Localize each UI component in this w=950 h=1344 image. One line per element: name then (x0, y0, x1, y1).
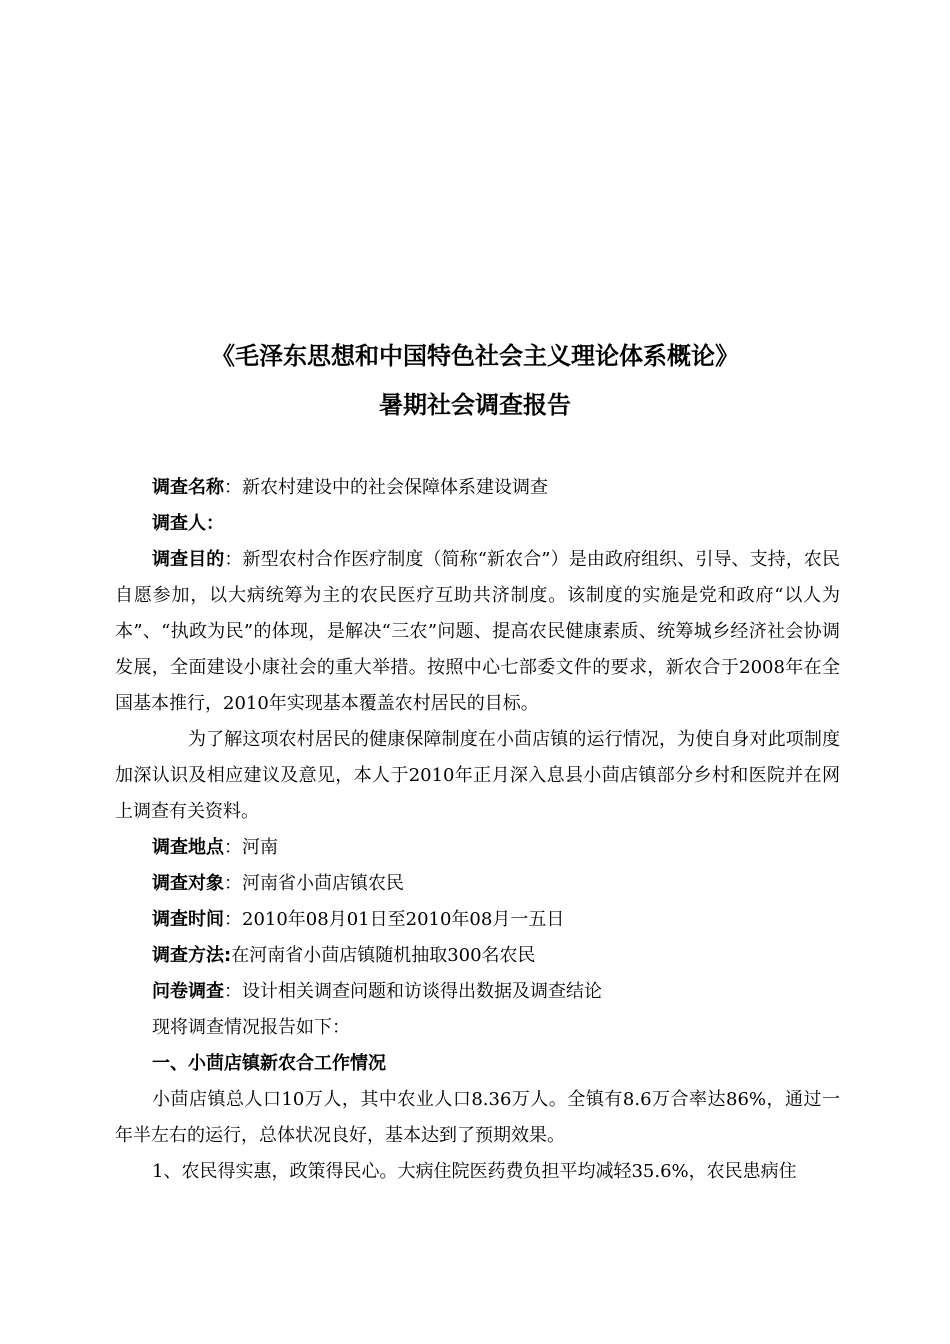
field-separator: ： (224, 981, 242, 1002)
field-label: 调查方法 (152, 945, 224, 966)
field-label: 调查人 (152, 513, 206, 534)
field-value: 河南 (242, 837, 278, 858)
field-survey-name (115, 470, 840, 506)
report-intro: 现将调查情况报告如下： (152, 1017, 350, 1038)
field-separator: ： (224, 549, 243, 570)
field-label: 调查名称 (152, 477, 224, 498)
field-value: 2010年08月01日至2010年08月一五日 (242, 909, 565, 930)
field-surveyor (115, 506, 840, 542)
field-value: 在河南省小茴店镇随机抽取300名农民 (231, 945, 536, 966)
document-subtitle: 暑期社会调查报告 (379, 391, 571, 419)
field-separator: ： (206, 513, 224, 534)
field-survey-object (115, 866, 840, 902)
section-paragraph: 小茴店镇总人口10万人，其中农业人口8.36万人。全镇有8.6万合率达86%，通过一年半左右的运行，总体状况良好，基本达到了预期效果。 (115, 1089, 840, 1146)
field-separator: : (224, 945, 232, 966)
field-label: 调查地点 (152, 837, 224, 858)
field-survey-time (115, 902, 840, 938)
field-survey-location (115, 830, 840, 866)
field-label: 调查对象 (152, 873, 224, 894)
field-label: 问卷调查 (152, 981, 224, 1002)
field-label: 调查时间 (152, 909, 224, 930)
field-separator: ： (224, 909, 242, 930)
field-value: 设计相关调查问题和访谈得出数据及调查结论 (242, 981, 602, 1002)
section-heading: 一、小茴店镇新农合工作情况 (152, 1053, 386, 1074)
field-label: 调查目的 (152, 549, 225, 570)
field-value: 新型农村合作医疗制度（简称“新农合”）是由政府组织、引导、支持，农民自愿参加，以大病统筹为主的农民医疗互助共济制度。该制度的实施是党和政府“以人为本”、“执政为民”的体现，是解决“三农”问题、提高农民健康素质、统筹城乡经济社会协调发展，全面建设小康社会的重大举措。按照中心七部委文件的要求，新农合于2008年在全国基本推行，2010年实现基本覆盖农村居民的目标。 (115, 549, 841, 714)
field-questionnaire (115, 974, 840, 1010)
field-separator: ： (224, 477, 242, 498)
field-separator: ： (224, 873, 242, 894)
field-separator: ： (224, 837, 242, 858)
section-paragraph: 1、农民得实惠，政策得民心。大病住院医药费负担平均减轻35.6%，农民患病住 (152, 1161, 797, 1182)
document-title: 《毛泽东思想和中国特色社会主义理论体系概论》 (211, 342, 739, 370)
field-value: 河南省小茴店镇农民 (242, 873, 404, 894)
field-survey-method (115, 938, 840, 974)
field-value: 新农村建设中的社会保障体系建设调查 (242, 477, 548, 498)
field-survey-purpose (115, 542, 840, 722)
document-body (115, 470, 840, 1190)
intro-paragraph: 为了解这项农村居民的健康保障制度在小茴店镇的运行情况，为使自身对此项制度加深认识及相应建议及意见，本人于2010年正月深入息县小茴店镇部分乡村和医院并在网上调查有关资料。 (115, 729, 840, 822)
